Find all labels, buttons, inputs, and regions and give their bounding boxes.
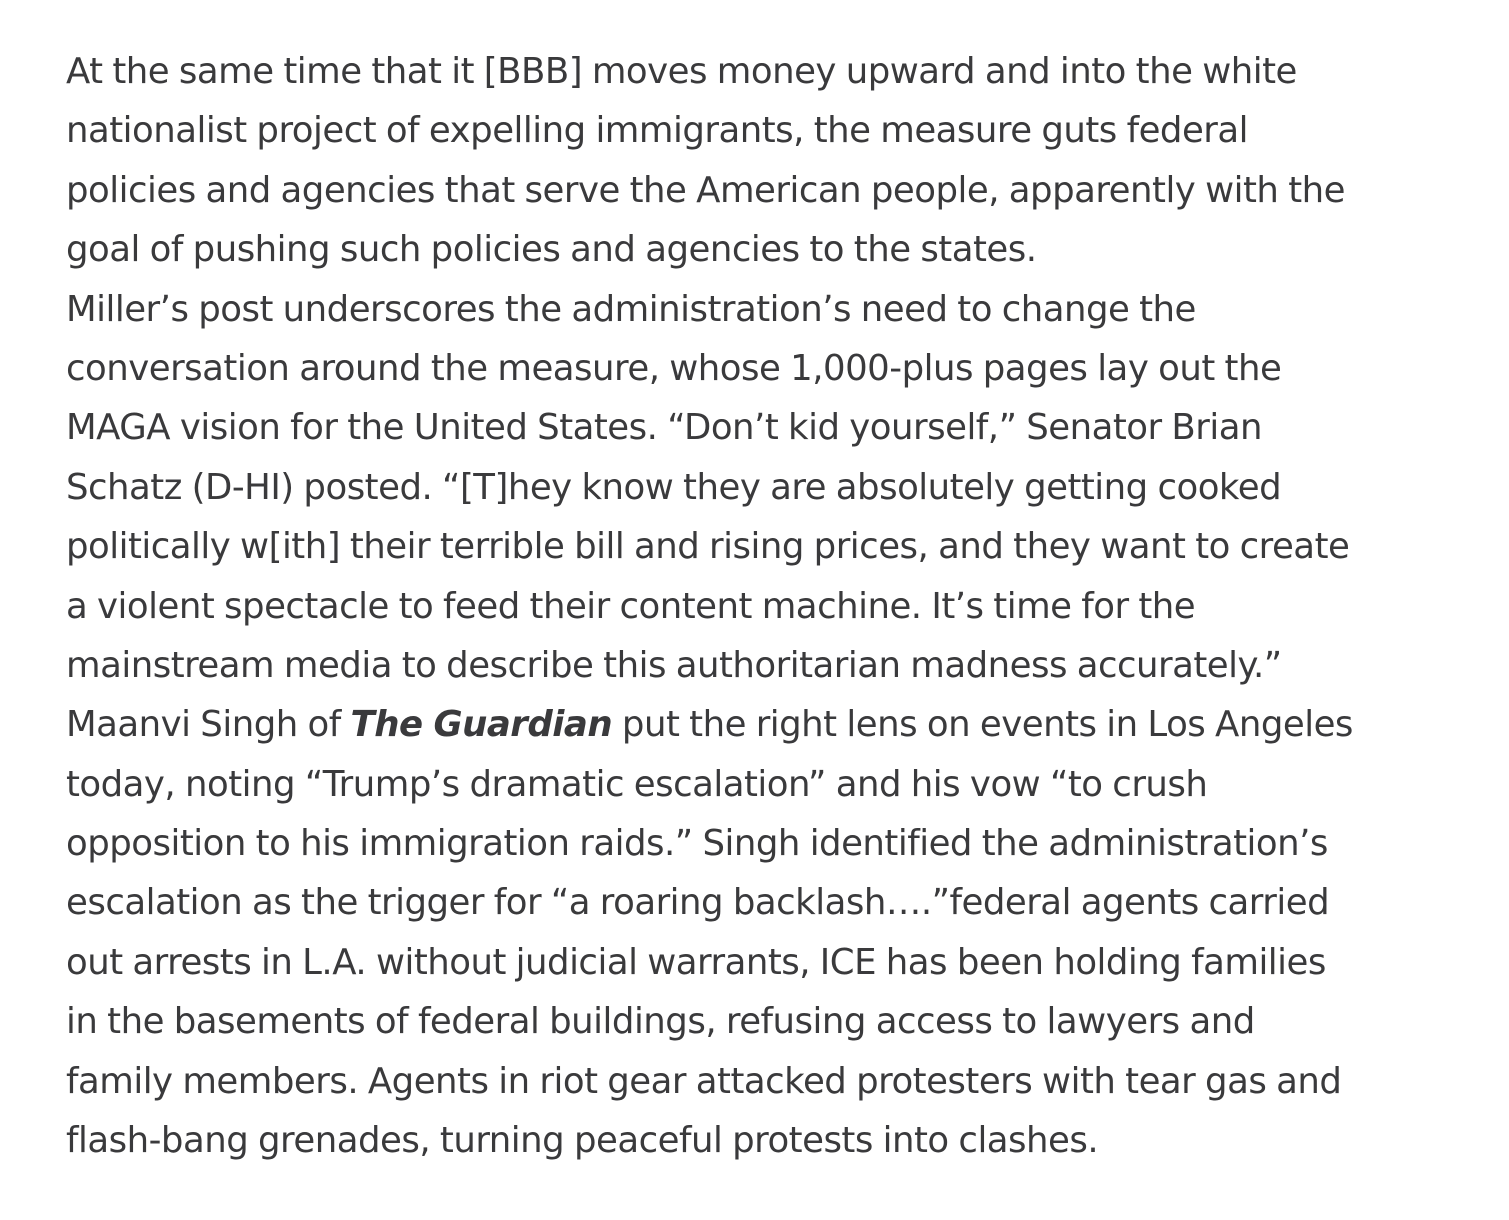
text-line: conversation around the measure, whose 1,000-plus pages lay out the	[66, 347, 1282, 389]
paragraph-3	[66, 695, 1466, 1170]
text-line: in the basements of federal buildings, refusing access to lawyers and	[66, 1001, 1255, 1043]
text-line: politically w[ith] their terrible bill and rising prices, and they want to create	[66, 526, 1350, 568]
text-segment: Maanvi Singh of	[66, 704, 351, 746]
text-line: nationalist project of expelling immigrants, the measure guts federal	[66, 110, 1249, 152]
article-body	[66, 42, 1466, 1170]
text-line	[66, 695, 1466, 754]
text-line: goal of pushing such policies and agencies to the states.	[66, 229, 1037, 271]
text-line: escalation as the trigger for “a roaring backlash….”federal agents carried	[66, 882, 1330, 924]
text-segment: put the right lens on events in Los Angeles	[612, 704, 1353, 746]
text-line: family members. Agents in riot gear attacked protesters with tear gas and	[66, 1060, 1342, 1102]
text-line: MAGA vision for the United States. “Don’t kid yourself,” Senator Brian	[66, 407, 1262, 449]
text-line: today, noting “Trump’s dramatic escalation” and his vow “to crush	[66, 763, 1208, 805]
text-line: out arrests in L.A. without judicial warrants, ICE has been holding families	[66, 941, 1326, 983]
text-line: Miller’s post underscores the administration’s need to change the	[66, 288, 1196, 330]
text-line: flash-bang grenades, turning peaceful protests into clashes.	[66, 1120, 1099, 1162]
publication-name: The Guardian	[350, 704, 613, 746]
text-line: Schatz (D-HI) posted. “[T]hey know they are absolutely getting cooked	[66, 466, 1282, 508]
text-line: mainstream media to describe this authoritarian madness accurately.”	[66, 644, 1282, 686]
text-line: At the same time that it [BBB] moves money upward and into the white	[66, 51, 1297, 92]
text-line: policies and agencies that serve the American people, apparently with the	[66, 169, 1345, 211]
paragraph-2	[66, 280, 1466, 696]
paragraph-1	[66, 42, 1466, 280]
text-line: opposition to his immigration raids.” Singh identified the administration’s	[66, 823, 1328, 865]
text-line: a violent spectacle to feed their content machine. It’s time for the	[66, 585, 1196, 627]
